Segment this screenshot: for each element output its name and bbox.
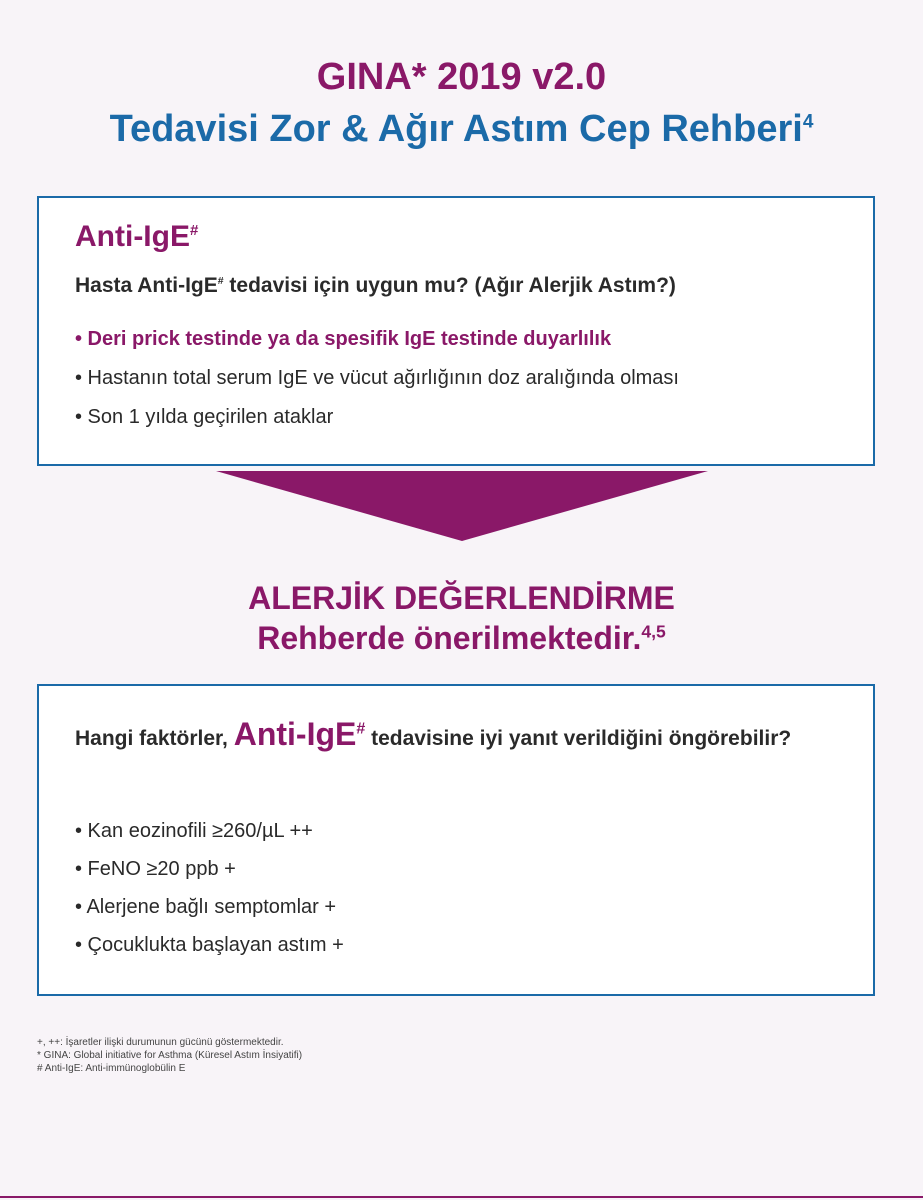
list-item: • Alerjene bağlı semptomlar +: [75, 896, 337, 918]
predictor-list: [75, 820, 344, 972]
response-question-end: tedavisine iyi yanıt verildiğini öngörebilir?: [365, 727, 792, 750]
title-line-1: GINA* 2019 v2.0: [316, 56, 607, 98]
list-item: • Çocuklukta başlayan astım +: [75, 934, 344, 956]
footnote: # Anti-IgE: Anti-immünoglobülin E: [37, 1063, 186, 1074]
eligibility-question-end: tedavisi için uygun mu? (Ağır Alerjik Astım?): [223, 274, 676, 297]
response-question-mark: #: [356, 720, 366, 738]
list-item: • FeNO ≥20 ppb +: [75, 858, 236, 880]
eligibility-list: [75, 328, 679, 445]
list-item: • Deri prick testinde ya da spesifik IgE testinde duyarlılık: [75, 328, 612, 350]
response-predictors-box: [37, 684, 875, 996]
recommendation-text: [0, 620, 923, 657]
eligibility-heading-mark: #: [189, 222, 199, 239]
response-question-highlight: [234, 716, 366, 752]
title-line-2: [0, 108, 923, 151]
response-question: [75, 714, 835, 759]
title-line-2-text: Tedavisi Zor & Ağır Astım Cep Rehberi: [109, 108, 803, 150]
footnote: +, ++: İşaretler ilişki durumunun gücünü göstermektedir.: [37, 1037, 284, 1048]
eligibility-heading-text: Anti-IgE: [75, 220, 190, 253]
eligibility-box: [37, 196, 875, 466]
eligibility-question: [75, 274, 676, 298]
response-question-start: Hangi faktörler,: [75, 727, 234, 750]
bottom-divider: [0, 1196, 923, 1198]
list-item: • Hastanın total serum IgE ve vücut ağırlığının doz aralığında olması: [75, 367, 679, 389]
list-item: • Kan eozinofili ≥260/µL ++: [75, 820, 313, 842]
recommendation-text-body: Rehberde önerilmektedir.: [257, 620, 642, 656]
response-question-drug: Anti-IgE: [233, 716, 357, 752]
footnotes: [37, 1036, 302, 1075]
list-item: • Son 1 yılda geçirilen ataklar: [75, 406, 334, 428]
down-arrow-icon: [216, 471, 708, 541]
recommendation-reference: 4,5: [641, 621, 666, 642]
eligibility-question-mark: #: [217, 275, 224, 287]
allergic-evaluation-heading: ALERJİK DEĞERLENDİRME: [248, 580, 675, 616]
eligibility-heading: [75, 220, 198, 254]
footnote: * GINA: Global initiative for Asthma (Küresel Astım İnsiyatifi): [37, 1050, 303, 1061]
title-line-2-reference: 4: [802, 111, 814, 133]
eligibility-question-start: Hasta Anti-IgE: [75, 274, 218, 297]
